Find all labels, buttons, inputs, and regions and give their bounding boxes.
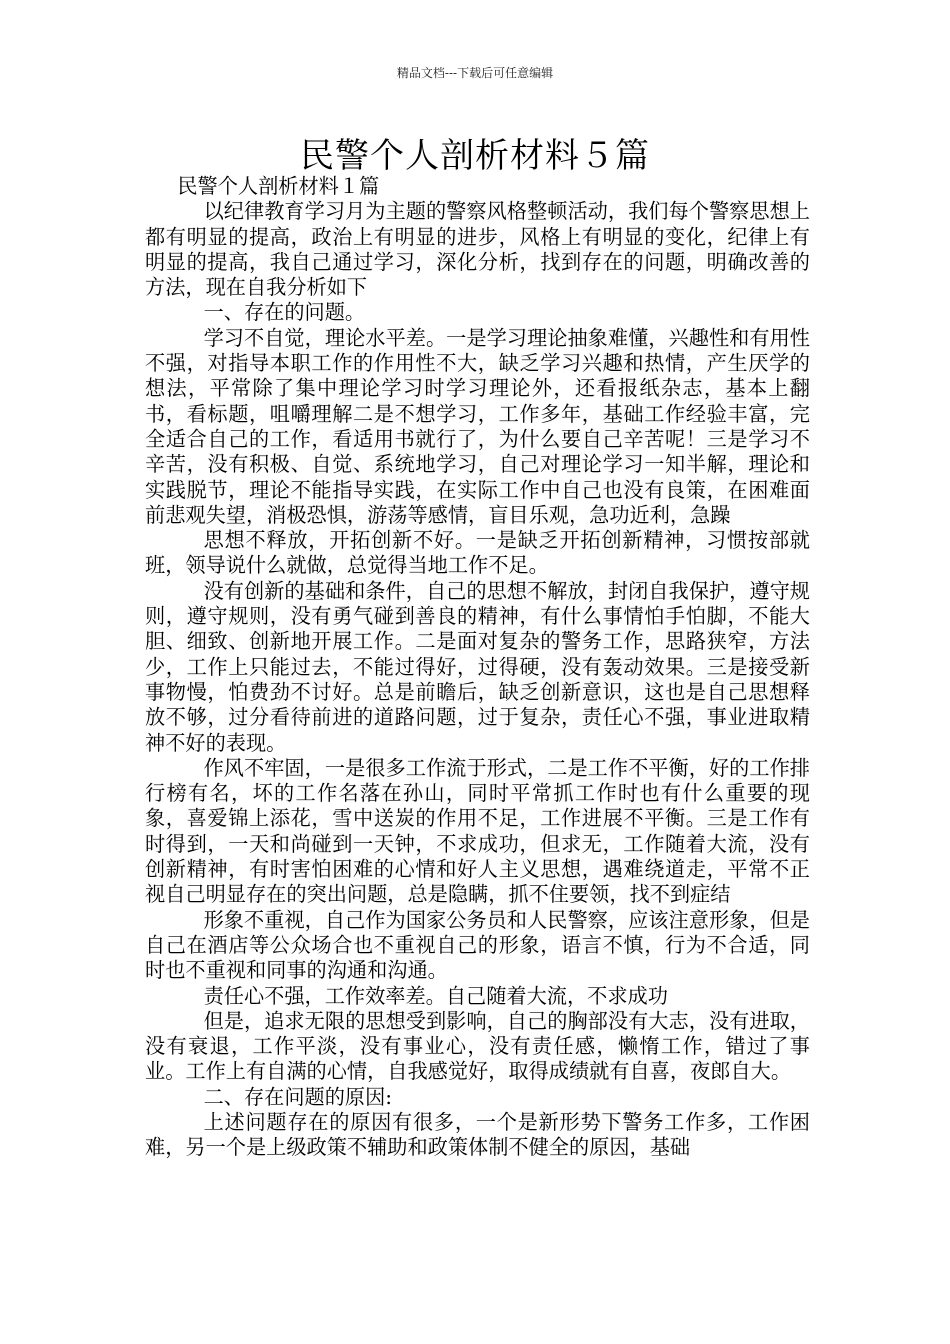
page-header: 精品文档---下载后可任意编辑 (396, 66, 554, 80)
section-subtitle: 民警个人剖析材料１篇 (177, 174, 380, 198)
document-body (145, 174, 810, 1161)
document-title: 民警个人剖析材料５篇 (300, 136, 650, 176)
paragraph-thinking: 思想不释放，开拓创新不好。一是缺乏开拓创新精神，习惯按部就班，领导说什么就做，总觉得当地工作不足。 (145, 528, 810, 578)
paragraph-innovation: 没有创新的基础和条件，自己的思想不解放，封闭自我保护，遵守规则，遵守规则，没有勇气碰到善良的精神，有什么事情怕手怕脚，不能大胆、细致、创新地开展工作。二是面对复杂的警务工作，思路狭窄，方法少，工作上只能过去，不能过得好，过得硬，没有轰动效果。三是接受新事物慢，怕费劲不讨好。总是前瞻后，缺乏创新意识，这也是自己思想释放不够，过分看待前进的道路问题，过于复杂，责任心不强，事业进取精神不好的表现。 (145, 578, 810, 755)
paragraph-study: 学习不自觉，理论水平差。一是学习理论抽象难懂，兴趣性和有用性不强，对指导本职工作的作用性不大，缺乏学习兴趣和热情，产生厌学的想法，平常除了集中理论学习时学习理论外，还看报纸杂志，基本上翻书，看标题，咀嚼理解二是不想学习，工作多年，基础工作经验丰富，完全适合自己的工作，看适用书就行了，为什么要自己辛苦呢！三是学习不辛苦，没有积极、自觉、系统地学习，自己对理论学习一知半解，理论和实践脱节，理论不能指导实践，在实际工作中自己也没有良策，在困难面前悲观失望，消极恐惧，游荡等感情，盲目乐观，急功近利，急躁 (145, 325, 810, 527)
paragraph-image: 形象不重视，自己作为国家公务员和人民警察，应该注意形象，但是自己在酒店等公众场合也不重视自己的形象，语言不慎，行为不合适，同时也不重视和同事的沟通和沟通。 (145, 907, 810, 983)
heading-causes: 二、存在问题的原因: (203, 1084, 393, 1109)
heading-problems: 一、存在的问题。 (203, 300, 366, 325)
paragraph-intro: 以纪律教育学习月为主题的警察风格整顿活动，我们每个警察思想上都有明显的提高，政治上有明显的进步，风格上有明显的变化，纪律上有明显的提高，我自己通过学习，深化分析，找到存在的问题，明确改善的方法，现在自我分析如下 (145, 199, 810, 300)
paragraph-causes: 上述问题存在的原因有很多，一个是新形势下警务工作多，工作困难，另一个是上级政策不辅助和政策体制不健全的原因，基础 (145, 1109, 810, 1160)
paragraph-responsibility: 责任心不强，工作效率差。自己随着大流，不求成功 (203, 983, 668, 1008)
paragraph-style: 作风不牢固，一是很多工作流于形式，二是工作不平衡，好的工作排行榜有名，坏的工作名落在孙山，同时平常抓工作时也有什么重要的现象，喜爱锦上添花，雪中送炭的作用不足，工作进展不平衡。三是工作有时得到，一天和尚碰到一天钟，不求成功，但求无，工作随着大流，没有创新精神，有时害怕困难的心情和好人主义思想，遇难绕道走，平常不正视自己明显存在的突出问题，总是隐瞒，抓不住要领，找不到症结 (145, 755, 810, 907)
paragraph-ambition: 但是，追求无限的思想受到影响，自己的胸部没有大志，没有进取，没有衰退，工作平淡，没有事业心，没有责任感，懒惰工作，错过了事业。工作上有自满的心情，自我感觉好，取得成绩就有自喜，夜郎自大。 (145, 1008, 810, 1084)
